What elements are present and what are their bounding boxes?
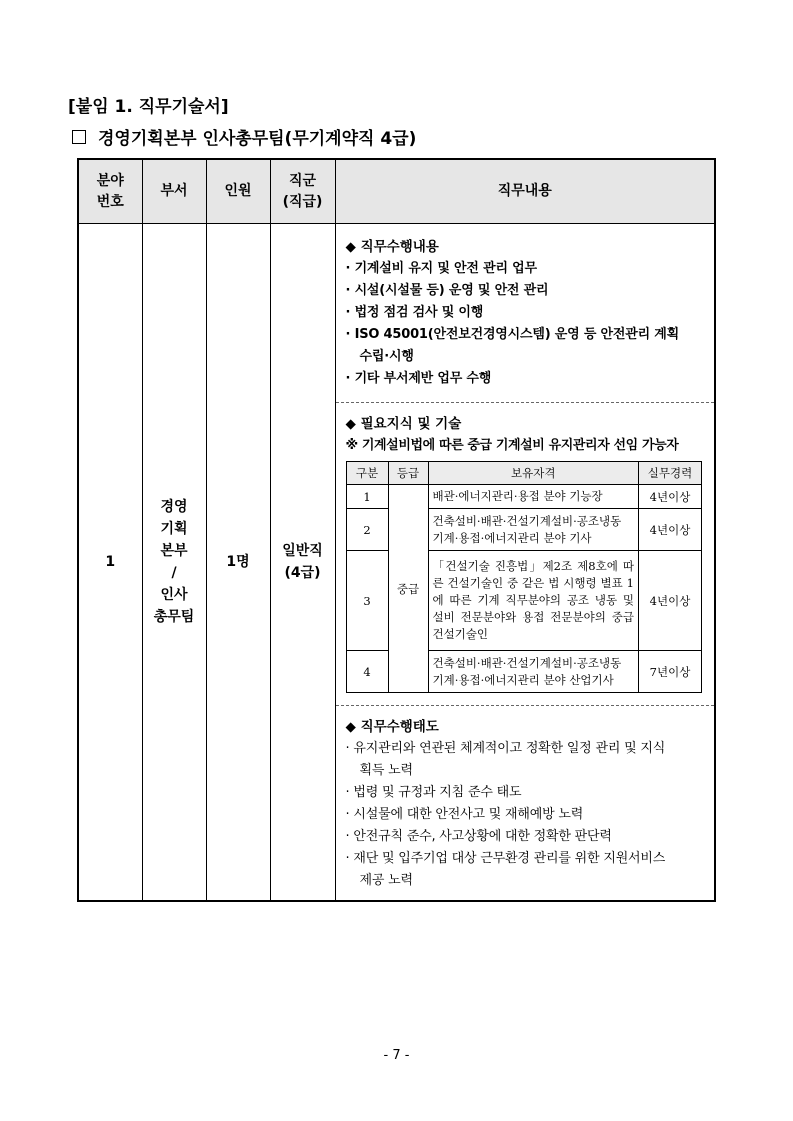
qual-no: 3 bbox=[346, 551, 388, 651]
list-item: · 재단 및 입주기업 대상 근무환경 관리를 위한 지원서비스 bbox=[345, 851, 666, 866]
job-description-table bbox=[77, 158, 716, 902]
qual-header-category: 구분 bbox=[346, 462, 388, 485]
knowledge-heading: ◆ 필요지식 및 기술 bbox=[345, 416, 462, 432]
list-item: 획득 노력 bbox=[359, 763, 413, 778]
duty-performance-section bbox=[336, 224, 715, 403]
qualification-table bbox=[346, 461, 703, 693]
list-item: · 기타 부서제반 업무 수행 bbox=[345, 371, 492, 386]
qual-qualification: 건축설비·배관·건설기계설비·공조냉동 기계·용접·에너지관리 분야 기사 bbox=[428, 509, 639, 551]
knowledge-section bbox=[336, 403, 715, 706]
duty-performance-heading: ◆ 직무수행내용 bbox=[345, 239, 439, 255]
list-item: · 법정 점검 검사 및 이행 bbox=[345, 305, 484, 320]
list-item: 제공 노력 bbox=[359, 873, 413, 888]
list-item: · 시설(시설물 등) 운영 및 안전 관리 bbox=[345, 283, 549, 298]
list-item: · 유지관리와 연관된 체계적이고 정확한 일정 관리 및 지식 bbox=[345, 741, 666, 756]
list-item: · 법령 및 규정과 지침 준수 태도 bbox=[345, 785, 522, 800]
qual-experience: 4년이상 bbox=[639, 551, 702, 651]
header-row bbox=[78, 159, 715, 224]
grade-cell: 일반직 (4급) bbox=[270, 224, 335, 902]
qual-qualification: 「건설기술 진흥법」제2조 제8호에 따른 건설기술인 중 같은 법 시행령 별표 1에 따른 기계 직무분야의 공조 냉동 및 설비 전문분야와 용접 전문분야의 중급 건설기술인 bbox=[428, 551, 639, 651]
qual-no: 2 bbox=[346, 509, 388, 551]
table-row bbox=[346, 485, 702, 509]
attitude-heading: ◆ 직무수행태도 bbox=[345, 719, 439, 735]
field-number: 1 bbox=[78, 224, 142, 902]
qual-no: 4 bbox=[346, 651, 388, 693]
list-item: · 기계설비 유지 및 안전 관리 업무 bbox=[345, 261, 537, 276]
qual-experience: 7년이상 bbox=[639, 651, 702, 693]
qualification-header-row bbox=[346, 462, 702, 485]
headcount-cell: 1명 bbox=[206, 224, 270, 902]
table-row bbox=[78, 224, 715, 902]
qual-qualification: 배관·에너지관리·용접 분야 기능장 bbox=[428, 485, 639, 509]
header-department: 부서 bbox=[142, 159, 206, 224]
qual-header-qualification: 보유자격 bbox=[428, 462, 639, 485]
attitude-section bbox=[336, 706, 715, 900]
header-duty: 직무내용 bbox=[335, 159, 715, 224]
qual-experience: 4년이상 bbox=[639, 509, 702, 551]
attachment-title: [붙임 1. 직무기술서] bbox=[68, 97, 229, 117]
checkbox-square-icon bbox=[72, 130, 86, 144]
list-item: 수립·시행 bbox=[359, 349, 414, 364]
section-title-text: 경영기획본부 인사총무팀(무기계약직 4급) bbox=[98, 129, 417, 149]
qual-qualification: 건축설비·배관·건설기계설비·공조냉동 기계·용접·에너지관리 분야 산업기사 bbox=[428, 651, 639, 693]
header-headcount: 인원 bbox=[206, 159, 270, 224]
knowledge-note: ※ 기계설비법에 따른 중급 기계설비 유지관리자 선임 가능자 bbox=[345, 438, 679, 453]
page-number: - 7 - bbox=[383, 1048, 410, 1063]
department-cell: 경영 기획 본부 / 인사 총무팀 bbox=[142, 224, 206, 902]
header-field-no: 분야 번호 bbox=[78, 159, 142, 224]
qual-grade: 중급 bbox=[388, 485, 428, 693]
qual-header-experience: 실무경력 bbox=[639, 462, 702, 485]
list-item: · 안전규칙 준수, 사고상황에 대한 정확한 판단력 bbox=[345, 829, 612, 844]
header-grade: 직군 (직급) bbox=[270, 159, 335, 224]
list-item: · ISO 45001(안전보건경영시스템) 운영 등 안전관리 계획 bbox=[345, 327, 679, 342]
duty-cell bbox=[335, 224, 715, 902]
qual-header-grade: 등급 bbox=[388, 462, 428, 485]
list-item: · 시설물에 대한 안전사고 및 재해예방 노력 bbox=[345, 807, 584, 822]
qual-no: 1 bbox=[346, 485, 388, 509]
section-title bbox=[72, 124, 416, 149]
qual-experience: 4년이상 bbox=[639, 485, 702, 509]
